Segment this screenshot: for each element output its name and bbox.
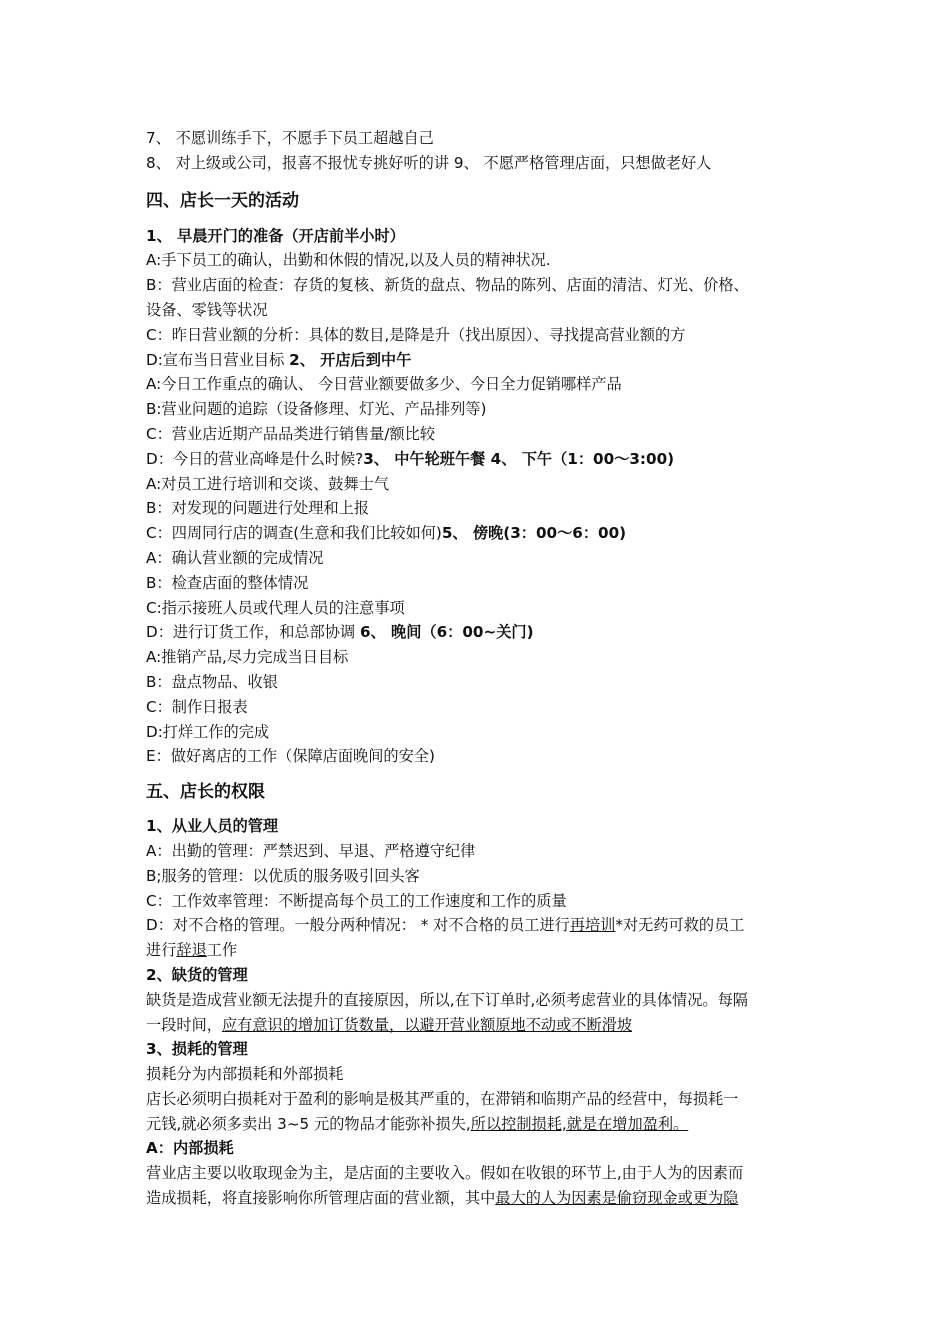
paragraph-line: B;服务的管理：以优质的服务吸引回头客: [146, 866, 420, 885]
underlined-text: 最大的人为因素是偷窃现金或更为隐: [495, 1189, 739, 1208]
subheading-1: 1、 早晨开门的准备（开店前半小时）: [146, 226, 405, 245]
paragraph-line: D:打烊工作的完成: [146, 722, 270, 741]
text-run: C：四周同行店的调查(生意和我们比较如何): [146, 524, 442, 543]
paragraph-line: C：制作日报表: [146, 697, 248, 716]
section-heading-4: 四、店长一天的活动: [146, 190, 299, 211]
paragraph-line: [146, 447, 810, 472]
paragraph-line: 营业店主要以收取现金为主，是店面的主要收入。假如在收银的环节上,由于人为的因素而: [146, 1164, 744, 1183]
text-run: 元钱,就必须多卖出 3~5 元的物品才能弥补损失,: [146, 1114, 471, 1133]
subheading-internal-loss: A：内部损耗: [146, 1139, 234, 1158]
paragraph-line: B：对发现的问题进行处理和上报: [146, 499, 370, 518]
paragraph-line: [146, 620, 810, 645]
paragraph-line: 店长必须明白损耗对于盈利的影响是极其严重的，在滞销和临期产品的经营中，每损耗一: [146, 1089, 739, 1108]
paragraph-line: E：做好离店的工作（保障店面晚间的安全): [146, 747, 435, 766]
text-run: 造成损耗，将直接影响你所管理店面的营业额，其中: [146, 1189, 496, 1208]
subheading-4: 4、 下午（1：00～3:00): [490, 449, 675, 468]
subheading-loss: 3、损耗的管理: [146, 1040, 248, 1059]
text-run: D:宣布当日营业目标: [146, 350, 290, 369]
paragraph-line: A:推销产品,尽力完成当日目标: [146, 648, 349, 667]
paragraph-line: C:指示接班人员或代理人员的注意事项: [146, 598, 405, 617]
paragraph-line: 设备、零钱等状况: [146, 300, 268, 319]
list-item-7: 7、 不愿训练手下，不愿手下员工超越自己: [146, 129, 434, 147]
paragraph-line: 缺货是造成营业额无法提升的直接原因，所以,在下订单时,必须考虑营业的具体情况。每隔: [146, 990, 748, 1009]
list-item-8-9: 8、 对上级或公司，报喜不报忧专挑好听的讲 9、 不愿严格管理店面，只想做老好人: [146, 153, 712, 172]
paragraph-line: B：盘点物品、收银: [146, 672, 278, 691]
text-run: 一段时间，: [146, 1015, 222, 1034]
paragraph-line: 损耗分为内部损耗和外部损耗: [146, 1065, 344, 1084]
paragraph-line: B：营业店面的检查：存货的复核、新货的盘点、物品的陈列、店面的清洁、灯光、价格、: [146, 276, 749, 295]
paragraph-line: A:手下员工的确认，出勤和休假的情况,以及人员的精神状况.: [146, 251, 551, 270]
paragraph-line: [146, 1186, 810, 1211]
subheading-staff: 1、从业人员的管理: [146, 817, 279, 836]
paragraph-line: C：营业店近期产品品类进行销售量/额比较: [146, 424, 436, 443]
paragraph-line: [146, 938, 810, 963]
text-run: D：进行订货工作，和总部协调: [146, 623, 360, 642]
underlined-text: 所以控制损耗,就是在增加盈利。: [470, 1114, 689, 1133]
paragraph-line: A：出勤的管理：严禁迟到、早退、严格遵守纪律: [146, 841, 476, 860]
paragraph-line: B:营业问题的追踪（设备修理、灯光、产品排列等): [146, 400, 487, 419]
subheading-5: 5、 傍晚(3：00～6：00): [441, 524, 627, 543]
paragraph-line: [146, 521, 810, 546]
paragraph-line: [146, 913, 810, 938]
section-heading-5: 五、店长的权限: [146, 782, 265, 803]
subheading-6: 6、 晚间（6：00~关门): [359, 623, 534, 642]
paragraph-line: [146, 348, 810, 373]
underlined-text: 辞退: [176, 941, 207, 960]
paragraph-line: B：检查店面的整体情况: [146, 573, 309, 592]
subheading-2: 2、 开店后到中午: [289, 350, 412, 369]
paragraph-line: A:对员工进行培训和交谈、鼓舞士气: [146, 474, 390, 493]
paragraph-line: A：确认营业额的完成情况: [146, 548, 324, 567]
paragraph-line: [146, 1013, 810, 1038]
document-page: [146, 126, 810, 1211]
text-run: 进行: [146, 941, 177, 960]
subheading-stockout: 2、缺货的管理: [146, 965, 248, 984]
underlined-text: 再培训: [569, 916, 616, 935]
paragraph-line: C：昨日营业额的分析：具体的数目,是降是升（找出原因）、寻找提高营业额的方: [146, 325, 686, 344]
text-run: 工作: [206, 941, 238, 960]
paragraph-line: C：工作效率管理：不断提高每个员工的工作速度和工作的质量: [146, 891, 567, 910]
underlined-text: 应有意识的增加订货数量，以避开营业额原地不动或不断滑坡: [221, 1015, 632, 1034]
text-run: D：对不合格的管理。一般分两种情况： * 对不合格的员工进行: [146, 916, 570, 935]
paragraph-line: [146, 1112, 810, 1137]
paragraph-line: A:今日工作重点的确认、 今日营业额要做多少、今日全力促销哪样产品: [146, 375, 622, 394]
text-run: *对无药可救的员工: [615, 916, 745, 935]
text-run: D：今日的营业高峰是什么时候?: [146, 449, 364, 468]
subheading-3: 3、 中午轮班午餐: [363, 449, 491, 468]
